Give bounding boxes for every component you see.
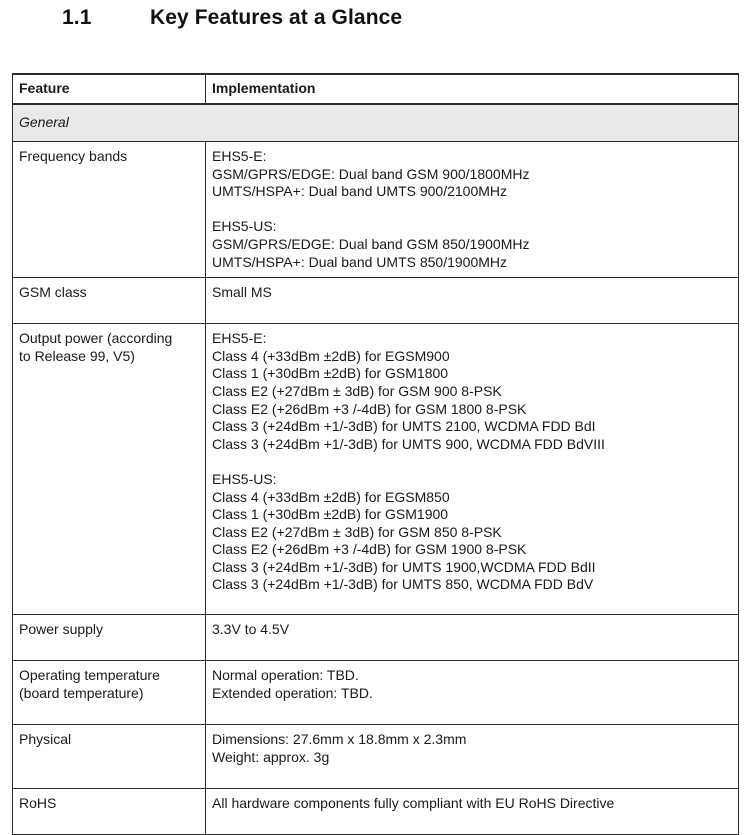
feature-text: (board temperature): [19, 684, 144, 701]
implementation-cell: [206, 142, 739, 278]
implementation-cell: [206, 789, 739, 835]
section-row-general: [13, 104, 739, 142]
feature-text: Power supply: [19, 621, 104, 638]
feature-text: Operating temperature: [19, 667, 160, 684]
implementation-line: EHS5-E:: [212, 330, 267, 347]
implementation-line: Class 3 (+24dBm +1/-3dB) for UMTS 1900,WCDMA FDD BdII: [212, 558, 596, 575]
implementation-line: Small MS: [212, 284, 272, 301]
implementation-line: Weight: approx. 3g: [212, 748, 330, 765]
implementation-cell: [206, 324, 739, 615]
features-table: [12, 73, 739, 835]
column-header-implementation: Implementation: [206, 74, 739, 104]
section-label: General: [13, 104, 739, 142]
implementation-line: GSM/GPRS/EDGE: Dual band GSM 850/1900MHz: [212, 235, 530, 252]
table-row: [13, 142, 739, 278]
table-row: [13, 615, 739, 661]
table-row: [13, 324, 739, 615]
table-row: [13, 725, 739, 789]
implementation-line: Dimensions: 27.6mm x 18.8mm x 2.3mm: [212, 731, 467, 748]
implementation-line: EHS5-US:: [212, 218, 277, 235]
implementation-cell: [206, 725, 739, 789]
feature-cell: [13, 278, 206, 324]
implementation-line: Class 1 (+30dBm ±2dB) for GSM1800: [212, 365, 449, 382]
feature-cell: [13, 142, 206, 278]
section-heading: [62, 6, 402, 30]
paragraph-gap: [212, 453, 732, 471]
implementation-line: Class 4 (+33dBm ±2dB) for EGSM900: [212, 347, 450, 364]
feature-text: Output power (according: [19, 330, 173, 347]
implementation-cell: [206, 615, 739, 661]
implementation-line: EHS5-US:: [212, 470, 277, 487]
table-row: [13, 789, 739, 835]
implementation-line: Class 1 (+30dBm ±2dB) for GSM1900: [212, 506, 449, 523]
implementation-line: Class E2 (+26dBm +3 /-4dB) for GSM 1900 8-PSK: [212, 541, 527, 558]
feature-cell: [13, 661, 206, 725]
implementation-line: 3.3V to 4.5V: [212, 621, 290, 638]
feature-text: RoHS: [19, 795, 57, 812]
implementation-line: Class E2 (+27dBm ± 3dB) for GSM 900 8-PSK: [212, 382, 502, 399]
column-header-feature: Feature: [13, 74, 206, 104]
feature-cell: [13, 324, 206, 615]
implementation-cell: [206, 661, 739, 725]
table-row: [13, 278, 739, 324]
feature-cell: [13, 725, 206, 789]
implementation-line: Class 4 (+33dBm ±2dB) for EGSM850: [212, 488, 450, 505]
paragraph-gap: [212, 201, 732, 219]
feature-text: Physical: [19, 731, 72, 748]
implementation-line: All hardware components fully compliant with EU RoHS Directive: [212, 795, 615, 812]
table-header-row: [13, 74, 739, 104]
implementation-cell: [206, 278, 739, 324]
table-row: [13, 661, 739, 725]
feature-cell: [13, 789, 206, 835]
implementation-line: Class E2 (+26dBm +3 /-4dB) for GSM 1800 8-PSK: [212, 400, 527, 417]
implementation-line: Class E2 (+27dBm ± 3dB) for GSM 850 8-PSK: [212, 523, 502, 540]
feature-text: to Release 99, V5): [19, 347, 135, 364]
implementation-line: Class 3 (+24dBm +1/-3dB) for UMTS 850, WCDMA FDD BdV: [212, 576, 594, 593]
implementation-line: GSM/GPRS/EDGE: Dual band GSM 900/1800MHz: [212, 165, 530, 182]
section-number: 1.1: [62, 6, 92, 29]
implementation-line: Class 3 (+24dBm +1/-3dB) for UMTS 2100, WCDMA FDD BdI: [212, 418, 596, 435]
implementation-line: EHS5-E:: [212, 148, 267, 164]
implementation-line: Normal operation: TBD.: [212, 667, 359, 684]
implementation-line: Extended operation: TBD.: [212, 684, 373, 701]
feature-text: GSM class: [19, 284, 87, 301]
implementation-line: UMTS/HSPA+: Dual band UMTS 900/2100MHz: [212, 183, 508, 200]
section-title: Key Features at a Glance: [150, 6, 403, 29]
implementation-line: UMTS/HSPA+: Dual band UMTS 850/1900MHz: [212, 253, 508, 270]
feature-cell: [13, 615, 206, 661]
feature-text: Frequency bands: [19, 148, 128, 164]
implementation-line: Class 3 (+24dBm +1/-3dB) for UMTS 900, WCDMA FDD BdVIII: [212, 435, 605, 452]
